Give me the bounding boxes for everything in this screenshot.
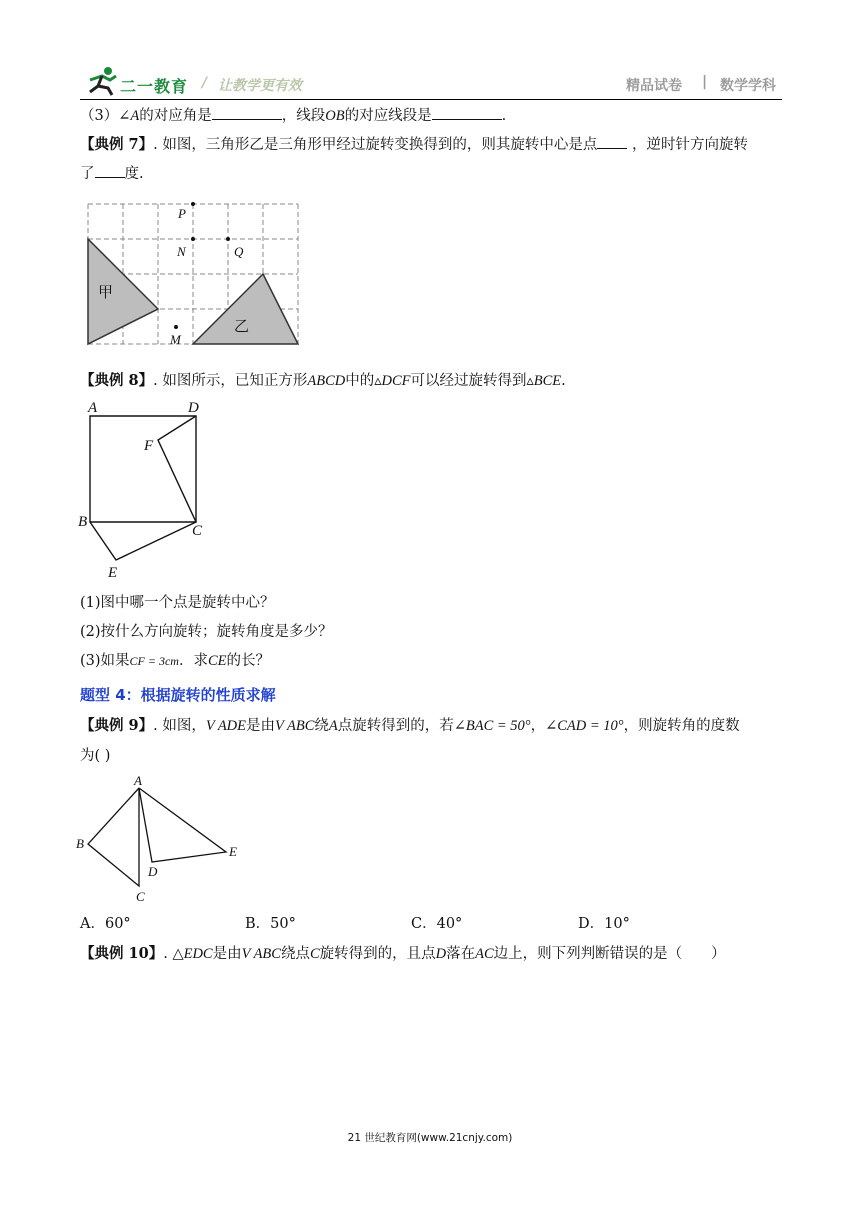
label-a: A (134, 774, 142, 788)
header-slogan: 让教学更有效 (218, 78, 302, 94)
page-footer: 21 世纪教育网(www.21cnjy.com) (347, 1132, 513, 1144)
example-9-line-2: 为( ) (80, 748, 111, 764)
example-7-line-2: 了 度. (80, 162, 144, 184)
example-8-sub-3: (3)如果CF = 3cm．求CE的长？ (80, 653, 271, 669)
example-7-line-1: 【典例 7】. 如图，三角形乙是三角形甲经过旋转变换得到的，则其旋转中心是点 ，逆时针方向旋转 (80, 133, 748, 155)
example-9-line-1: 【典例 9】. 如图，V ADE是由V ABC绕A点旋转得到的，若∠BAC = 50°，∠CAD = 10°，则旋转角的度数 (80, 717, 740, 734)
point-m (174, 325, 178, 329)
header-separator: | (702, 74, 708, 90)
header-slash: / (202, 75, 208, 91)
option-a[interactable]: A．60° (80, 916, 131, 932)
label-d: D (148, 864, 158, 879)
page-header (80, 66, 782, 100)
point-n (191, 237, 195, 241)
triangle-ade (139, 788, 226, 862)
label-m: M (170, 332, 181, 347)
answer-blank[interactable] (597, 133, 627, 149)
example-8-square-figure (76, 396, 216, 582)
answer-blank[interactable] (212, 104, 282, 120)
section-title: 题型 4：根据旋转的性质求解 (80, 686, 276, 704)
triangle-dcf (158, 416, 196, 522)
logo-text: 二一教育 (120, 77, 189, 96)
answer-blank[interactable] (95, 162, 125, 178)
example-8-line: 【典例 8】. 如图所示，已知正方形ABCD中的▵DCF可以经过旋转得到▵BCE. (80, 372, 566, 389)
example-8-sub-2: (2)按什么方向旋转；旋转角度是多少？ (80, 624, 333, 640)
label-q: Q (234, 244, 244, 259)
example-8-sub-1: (1)图中哪一个点是旋转中心？ (80, 595, 275, 611)
label-c: C (136, 889, 145, 904)
header-label-right: 数学学科 (720, 78, 776, 94)
label-p: P (178, 206, 186, 221)
label-e: E (229, 844, 237, 859)
question-3-line: （3）∠A的对应角是 ，线段OB的对应线段是 . (80, 104, 506, 126)
answer-blank[interactable] (432, 104, 502, 120)
header-rule (80, 99, 782, 100)
label-jia: 甲 (98, 283, 114, 301)
label-b: B (76, 836, 84, 851)
logo-runner-icon (82, 66, 122, 96)
label-yi: 乙 (234, 317, 250, 335)
label-d: D (188, 400, 199, 416)
header-label-left: 精品试卷 (626, 78, 682, 94)
label-a: A (88, 400, 98, 416)
label-e: E (108, 565, 118, 581)
label-n: N (177, 244, 186, 259)
triangle-bce (90, 522, 196, 560)
square-abcd (90, 416, 196, 522)
point-q (226, 237, 230, 241)
label-c: C (192, 523, 203, 539)
option-d[interactable]: D．10° (578, 916, 630, 932)
option-b[interactable]: B．50° (245, 916, 296, 932)
label-b: B (78, 514, 88, 530)
example-10-line: 【典例 10】. △EDC是由V ABC绕点C旋转得到的，且点D落在AC边上，则下列判断错误的是（ ） (80, 945, 726, 962)
point-p (191, 202, 195, 206)
label-f: F (144, 438, 154, 454)
option-c[interactable]: C．40° (411, 916, 463, 932)
example-7-grid-figure (84, 198, 310, 348)
triangle-abc (88, 788, 139, 886)
example-9-rotation-figure (74, 774, 244, 904)
